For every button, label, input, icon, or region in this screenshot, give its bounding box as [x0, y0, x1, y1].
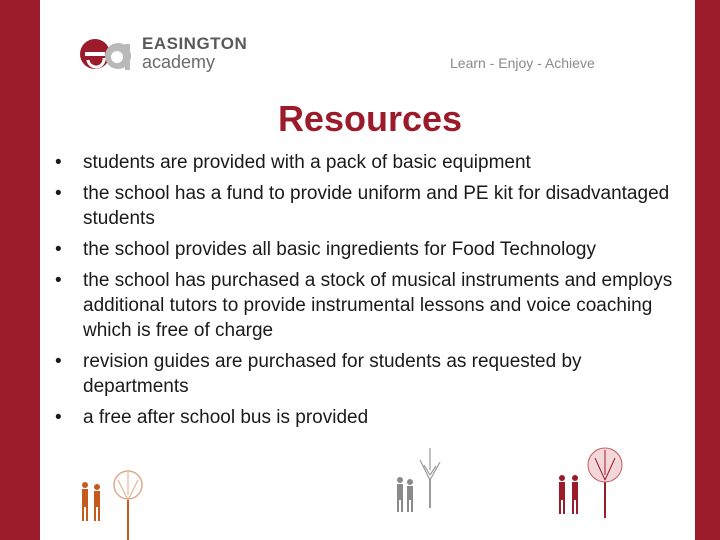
bullet-item: • a free after school bus is provided — [50, 405, 690, 430]
people-icon — [82, 482, 100, 521]
tree-icon — [420, 448, 440, 508]
tagline: Learn - Enjoy - Achieve — [450, 55, 595, 71]
bullet-item: • the school has purchased a stock of musical instruments and employs additional tutors to provide instrumental lessons and voice coaching which is free of charge — [50, 268, 690, 343]
ea-logo-icon — [76, 32, 136, 74]
bullet-item: • the school has a fund to provide uniform and PE kit for disadvantaged students — [50, 181, 690, 231]
logo-subtitle: academy — [142, 52, 216, 72]
tree-icon — [588, 448, 622, 518]
bullet-item: • revision guides are purchased for students as requested by departments — [50, 349, 690, 399]
tree-icon — [114, 471, 142, 540]
logo-name: EASINGTON — [142, 34, 248, 53]
bullet-list — [50, 150, 690, 436]
people-icon — [559, 475, 578, 514]
bullet-item: • students are provided with a pack of basic equipment — [50, 150, 690, 175]
people-icon — [397, 477, 413, 512]
slide-title: Resources — [277, 98, 463, 139]
footer-illustration — [40, 440, 695, 540]
slide — [40, 0, 695, 540]
bullet-item: • the school provides all basic ingredients for Food Technology — [50, 237, 690, 262]
